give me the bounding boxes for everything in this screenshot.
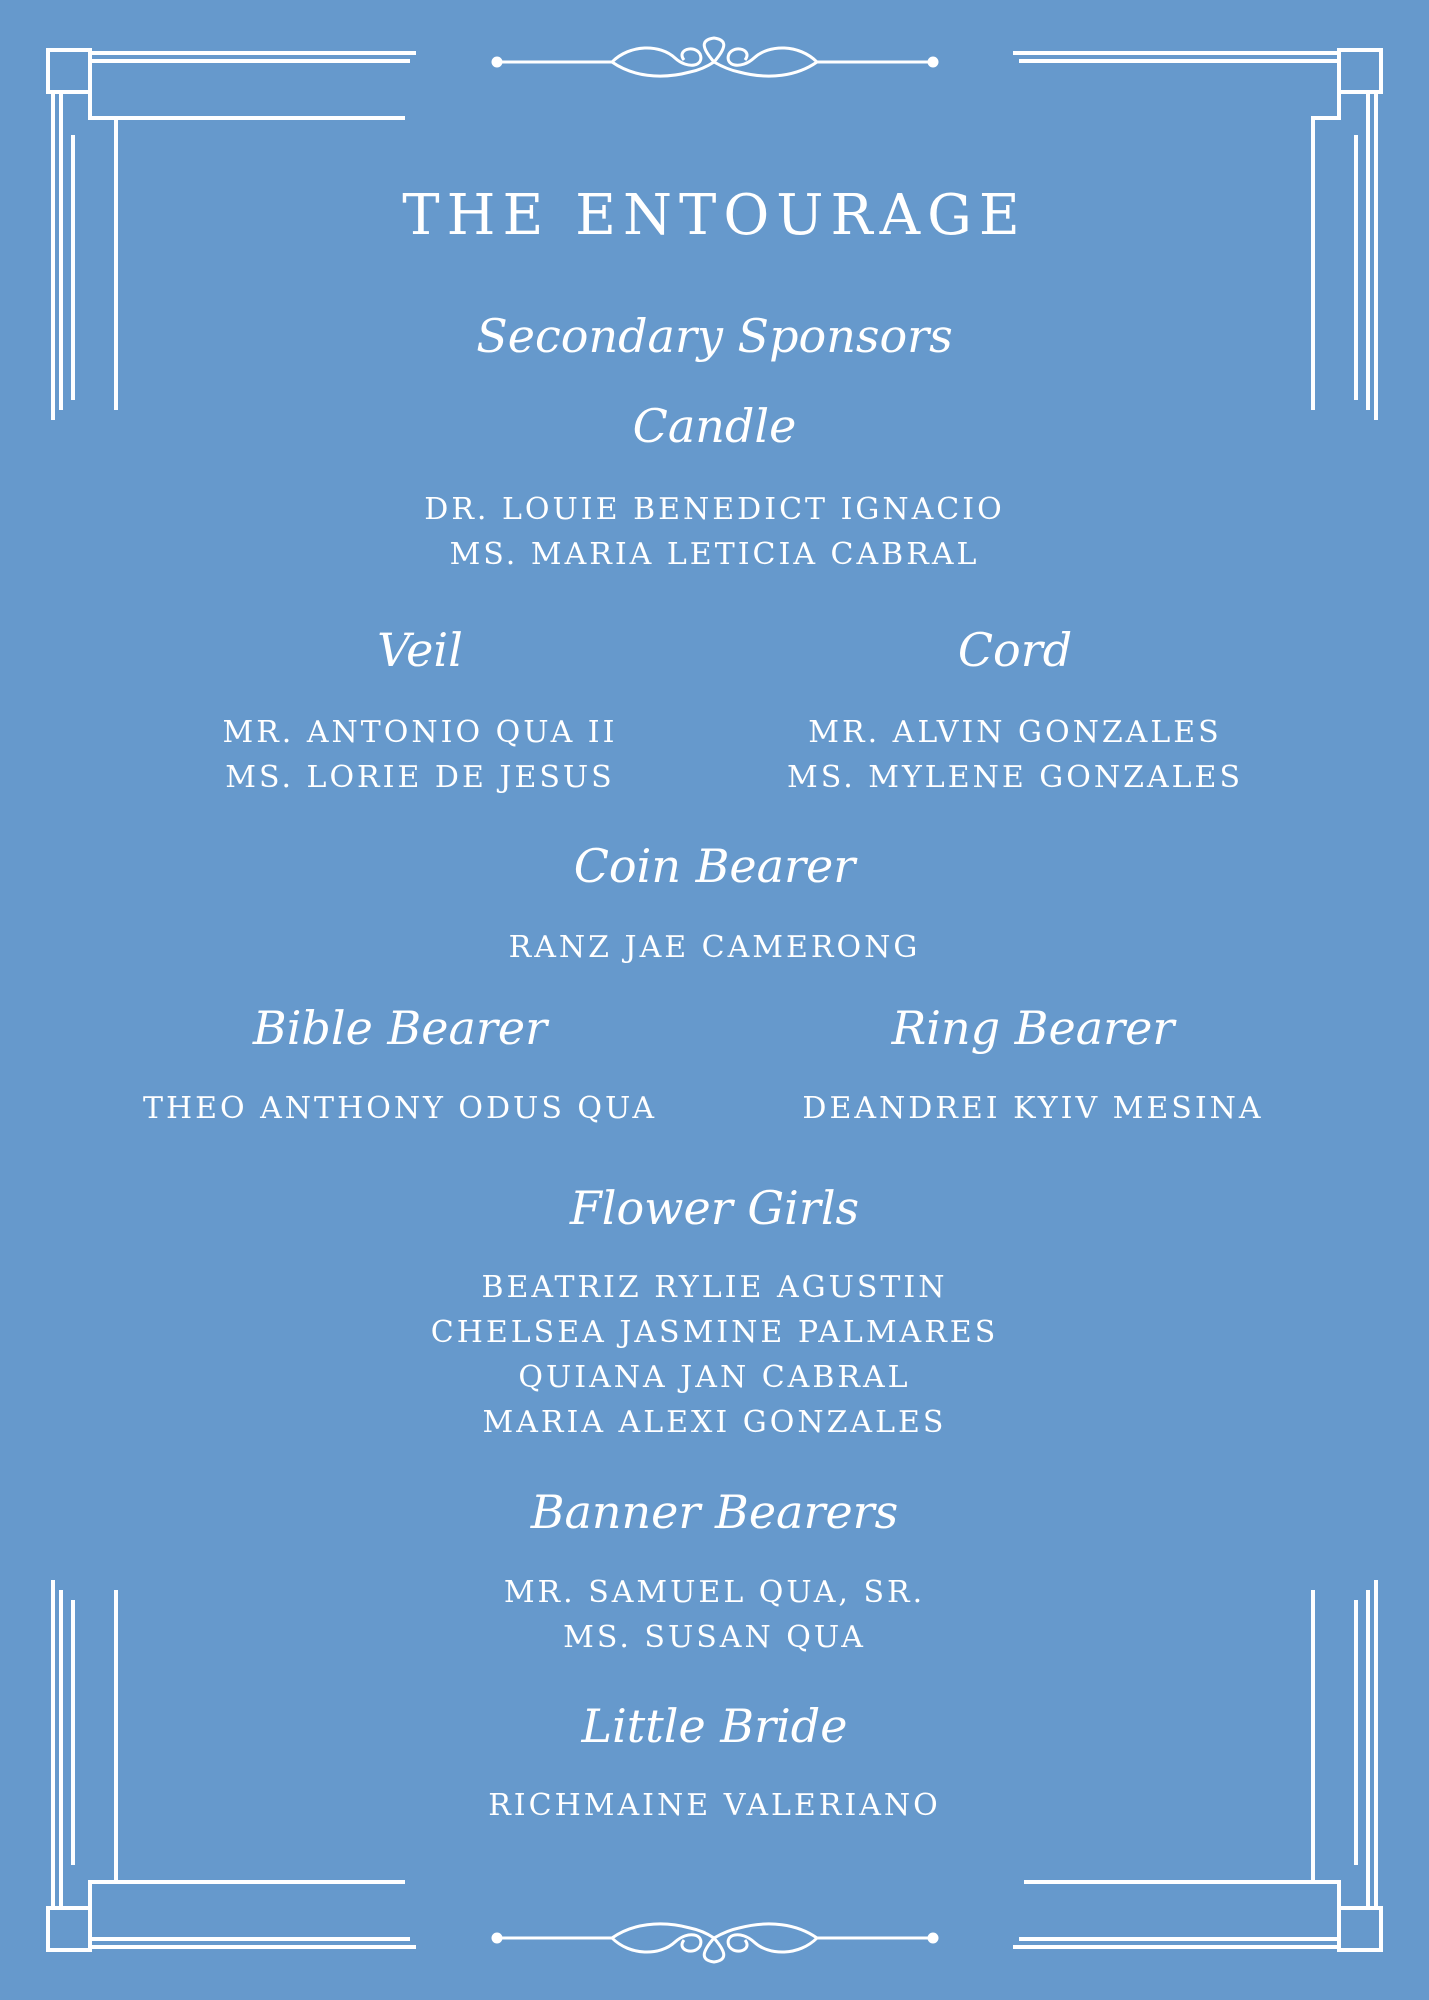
candle-heading: Candle	[632, 399, 797, 453]
name-line: DEANDREI KYIV MESINA	[802, 1091, 1264, 1126]
name-line: CHELSEA JASMINE PALMARES	[430, 1315, 999, 1350]
veil-names	[120, 710, 720, 800]
coin-bearer-heading: Coin Bearer	[573, 839, 856, 893]
ring-bearer-names	[733, 1086, 1333, 1131]
name-line: MS. MARIA LETICIA CABRAL	[449, 537, 980, 572]
page-title: THE ENTOURAGE	[402, 183, 1027, 248]
name-line: QUIANA JAN CABRAL	[518, 1360, 911, 1395]
little-bride-names	[0, 1783, 1429, 1828]
name-line: MS. SUSAN QUA	[563, 1620, 866, 1655]
banner-bearers-heading: Banner Bearers	[530, 1485, 899, 1539]
name-line: RANZ JAE CAMERONG	[508, 930, 921, 965]
name-line: DR. LOUIE BENEDICT IGNACIO	[424, 492, 1005, 527]
secondary-sponsors-heading: Secondary Sponsors	[476, 309, 953, 363]
cord-heading: Cord	[957, 623, 1073, 677]
veil-heading: Veil	[377, 623, 463, 677]
name-line: THEO ANTHONY ODUS QUA	[142, 1091, 658, 1126]
name-line: MR. ANTONIO QUA II	[222, 715, 618, 750]
little-bride-heading: Little Bride	[581, 1699, 848, 1753]
bible-bearer-names	[100, 1086, 700, 1131]
name-line: MR. ALVIN GONZALES	[808, 715, 1222, 750]
cord-names	[715, 710, 1315, 800]
ring-bearer-heading: Ring Bearer	[891, 1001, 1175, 1055]
flower-girls-heading: Flower Girls	[569, 1181, 860, 1235]
coin-bearer-names	[0, 925, 1429, 970]
name-line: MARIA ALEXI GONZALES	[482, 1405, 947, 1440]
banner-bearers-names	[0, 1570, 1429, 1660]
name-line: MS. MYLENE GONZALES	[787, 760, 1243, 795]
name-line: MR. SAMUEL QUA, SR.	[503, 1575, 926, 1610]
bible-bearer-heading: Bible Bearer	[252, 1001, 548, 1055]
name-line: MS. LORIE DE JESUS	[225, 760, 615, 795]
flower-girls-names	[0, 1265, 1429, 1445]
name-line: BEATRIZ RYLIE AGUSTIN	[481, 1270, 948, 1305]
flourish-divider-icon	[493, 38, 937, 76]
flourish-divider-icon	[493, 1924, 937, 1962]
candle-names	[0, 487, 1429, 577]
name-line: RICHMAINE VALERIANO	[488, 1788, 941, 1823]
